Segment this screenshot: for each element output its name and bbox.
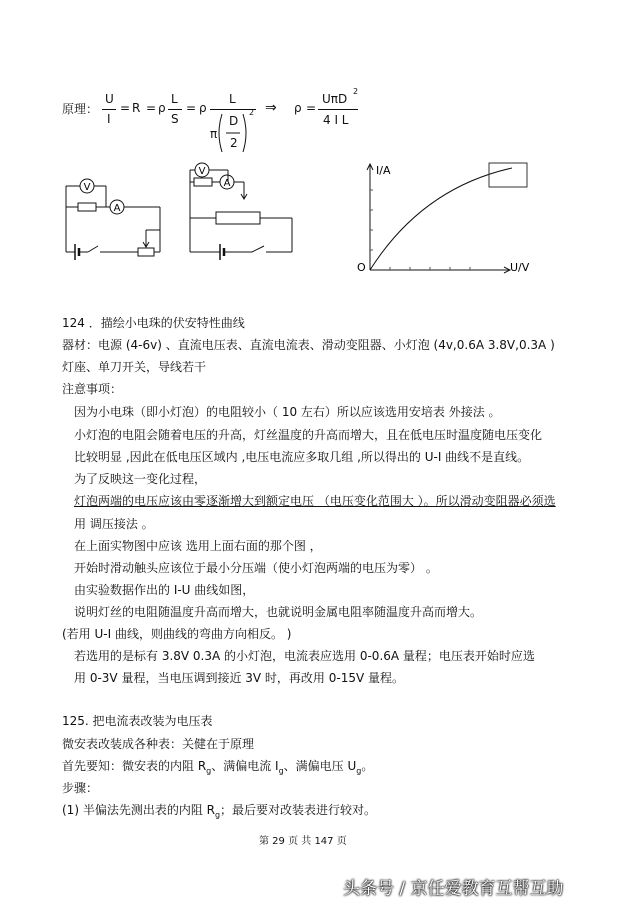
circuit-diagram-left <box>58 170 178 270</box>
voltmeter-label: V <box>83 182 91 193</box>
ammeter-label: A <box>113 203 121 214</box>
y-axis-label: I/A <box>376 164 391 177</box>
paragraph-line: 用 调压接法 。 <box>74 517 154 531</box>
paragraph-line: 用 0-3V 量程，当电压调到接近 3V 时，再改用 0-15V 量程。 <box>74 671 404 685</box>
pi-symbol: π <box>210 127 218 141</box>
eq-sign: = <box>120 101 131 115</box>
equipment-line: 器材：电源 (4-6v) 、直流电压表、直流电流表、滑动变阻器、小灯泡 (4v,0.6A 3.8V,0.3A ) <box>62 338 555 352</box>
voltmeter-label: V <box>198 166 206 177</box>
paragraph-line: 步骤： <box>62 781 99 795</box>
frac-L: L <box>229 92 236 106</box>
paragraph-line: 微安表改装成各种表：关健在于原理 <box>62 737 255 751</box>
frac-bar <box>102 109 116 110</box>
implies-arrow: ⇒ <box>265 100 277 116</box>
paragraph-line: 小灯泡的电阻会随着电压的升高，灯丝温度的升高而增大，且在低电压时温度随电压变化 <box>74 428 543 442</box>
section-heading: 124 ．描绘小电珠的伏安特性曲线 <box>62 316 245 330</box>
frac-bar <box>168 109 182 110</box>
eq-sign: = <box>186 101 197 115</box>
paragraph-line: 在上面实物图中应该 选用上面右面的那个图 ， <box>74 539 322 553</box>
frac-U: U <box>105 92 114 106</box>
rhs-numerator: UπD <box>322 92 348 106</box>
x-axis-label: U/V <box>510 261 530 274</box>
paragraph-line: 为了反映这一变化过程， <box>74 472 207 486</box>
equipment-line: 灯座、单刀开关，导线若干 <box>62 360 207 374</box>
paragraph-line: (1) 半偏法先测出表的内阻 $R_g$；最后要对改装表进行较对。 <box>62 803 377 820</box>
rhs-denominator: 4 I L <box>323 113 349 127</box>
principle-label: 原理： <box>62 102 99 116</box>
frac-S: S <box>171 112 179 126</box>
notes-title: 注意事项： <box>62 382 123 396</box>
exponent: 2 <box>353 87 359 96</box>
paragraph-line: 灯泡两端的电压应该由零逐渐增大到额定电压 （电压变化范围大 ）。所以滑动变阻器必须选 <box>74 494 556 508</box>
origin-label: O <box>357 261 366 274</box>
frac-2: 2 <box>230 136 238 150</box>
section-heading: 125. 把电流表改装为电压表 <box>62 714 213 728</box>
paragraph-line: 比较明显 ,因此在低电压区域内 ,电压电流应多取几组 ,所以得出的 U-I 曲线不是直线。 <box>74 450 530 464</box>
exponent: 2 <box>249 108 255 117</box>
rho-symbol: ρ <box>294 101 302 115</box>
paragraph-line: 若选用的是标有 3.8V 0.3A 的小灯泡，电流表应选用 0-0.6A 量程；电压表开始时应选 <box>74 649 535 663</box>
rho-symbol: ρ <box>158 101 166 115</box>
ammeter-label: A <box>223 178 231 189</box>
paragraph-line: (若用 U-I 曲线，则曲线的弯曲方向相反。 ) <box>62 627 292 641</box>
eq-sign: = <box>306 101 317 115</box>
iu-curve-graph <box>352 158 542 280</box>
R-symbol: R <box>132 101 141 115</box>
frac-D: D <box>229 114 239 128</box>
paragraph-line: 说明灯丝的电阻随温度升高而增大，也就说明金属电阻率随温度升高而增大。 <box>74 605 483 619</box>
frac-bar <box>318 109 358 110</box>
rho-symbol: ρ <box>199 101 207 115</box>
circuit-diagram-right <box>180 160 300 270</box>
page-number: 第 29 页 共 147 页 <box>259 836 347 847</box>
eq-sign: = <box>146 101 157 115</box>
frac-L: L <box>171 92 178 106</box>
watermark: 头条号 / 京任爱教育互帮互助 <box>343 879 564 899</box>
paragraph-line: 开始时滑动触头应该位于最小分压端（使小灯泡两端的电压为零） 。 <box>74 561 438 575</box>
paragraph-line: 由实验数据作出的 I-U 曲线如图， <box>74 583 255 597</box>
paragraph-line: 因为小电珠（即小灯泡）的电阻较小（ 10 左右）所以应该选用安培表 外接法 。 <box>74 405 501 419</box>
paragraph-line: 首先要知：微安表的内阻 $R_g$、满偏电流 $I_g$、满偏电压 $U_g$。 <box>62 759 374 776</box>
frac-I: I <box>107 112 111 126</box>
